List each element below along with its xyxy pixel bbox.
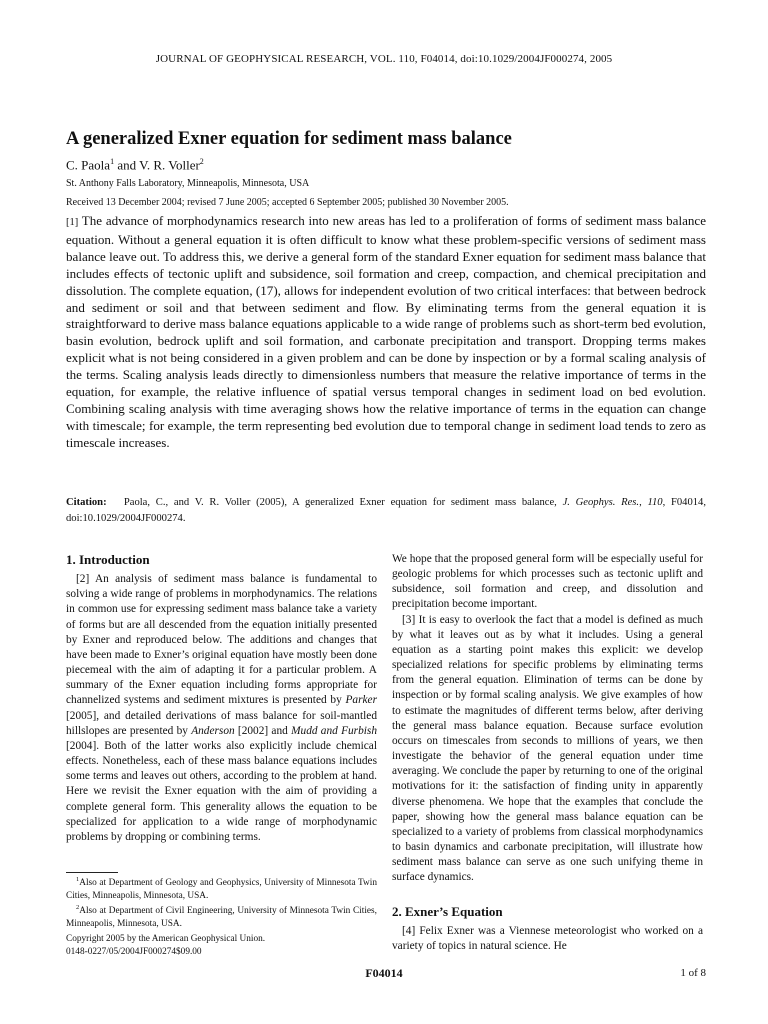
- body-paragraph: We hope that the proposed general form will be especially useful for geologic problems for which processes such as tectonic uplift and subsidence, soil formation and creep, and dissolution and precipitation become important.: [392, 553, 703, 611]
- body-text: [2002] and: [234, 724, 292, 737]
- right-column: [392, 552, 703, 885]
- footnote-text: Also at Department of Geology and Geophysics, University of Minnesota Twin Cities, Minneapolis, Minnesota, USA.: [66, 878, 377, 901]
- section-heading: 1. Introduction: [66, 552, 150, 567]
- abstract: [66, 213, 706, 452]
- footnote: [66, 874, 377, 902]
- body-text: [2004]. Both of the latter works also explicitly include chemical effects. Nonetheless, each of these mass balance equations includes some terms and leaves out others, according to the problem at hand. Here we revisit the Exner equation with the aim of providing a complete general form. This generality allows the equation to be specialized for application to a wide range of morphodynamic problems by dropping or combining terms.: [66, 739, 377, 843]
- copyright-line: Copyright 2005 by the American Geophysical Union.: [66, 934, 266, 944]
- body-text: It is easy to overlook the fact that a model is defined as much by what it leaves out as by what it includes. Using a general equation as a starting point makes this explicit: we develop specialized relations for specific problems by eliminating terms from the general equation. Elimination of terms can be done by inspection or by formal scaling analysis. We give examples of how to estimate the magnitudes of different terms below, after deriving the general mass balance equation. Because surface evolution occurs on timescales from seconds to millions of years, we then investigate the behavior of the general equation under time averaging. We conclude the paper by returning to one of the original motivations for it: the satisfaction of finding unity in apparently diverse phenomena. We hope that the examples that conclude the paper, showing how the general mass balance equation can be specialized to a variety of problems from classical morphodynamics to basin dynamics and carbonate precipitation, will illustrate how sediment mass balance can serve as one such unifying theme in surface dynamics.: [392, 613, 703, 884]
- footnotes: [66, 874, 377, 931]
- body-paragraph: [392, 924, 703, 954]
- author-list: [66, 157, 204, 173]
- right-column-continued: [392, 924, 703, 954]
- paper-title: A generalized Exner equation for sediment mass balance: [66, 129, 512, 149]
- footnote: [66, 902, 377, 930]
- citation-journal: J. Geophys. Res.: [562, 497, 640, 508]
- copyright-notice: [66, 933, 377, 958]
- citation: [66, 495, 706, 526]
- author-name: C. Paola: [66, 157, 111, 173]
- section-heading: 2. Exner’s Equation: [392, 904, 503, 919]
- paragraph-number: [3]: [402, 613, 416, 626]
- citation-label: Citation:: [66, 497, 107, 508]
- body-paragraph: [392, 613, 703, 886]
- article-id: F04014: [365, 966, 403, 980]
- author-affil-marker: 2: [199, 157, 204, 166]
- footnote-marker: 2: [76, 904, 80, 912]
- page-number: 1 of 8: [680, 967, 706, 979]
- affiliation: St. Anthony Falls Laboratory, Minneapolis, Minnesota, USA: [66, 178, 310, 189]
- author-affil-marker: 1: [110, 157, 115, 166]
- abstract-text: The advance of morphodynamics research into new areas has led to a proliferation of forms of sediment mass balance equation. Without a general equation it is often difficult to know what these problem-specific versions of sediment mass balance leave out. To address this, we derive a general form of the standard Exner equation for sediment mass balance that includes effects of tectonic uplift and subsidence, soil formation and creep, compaction, and chemical precipitation and dissolution. The complete equation, (17), allows for independent evolution of two critical interfaces: that between bedrock and sediment or soil and that between sediment and flow. By eliminating terms from the general equation it is straightforward to derive mass balance equations applicable to a wide range of problems such as short-term bed evolution, basin evolution, bedrock uplift and soil formation, and carbonate precipitation and transport. Dropping terms makes explicit what is not being considered in a given problem and can be done by inspection or by a formal scaling analysis of the terms. Scaling analysis leads directly to dimensionless numbers that measure the relative importance of terms in the equation, for example, the relative influence of spatial versus temporal changes in sediment load on bed evolution. Combining scaling analysis with time averaging shows how the relative importance of terms in the equation can change with timescale; for example, the term representing bed evolution due to temporal change in sediment load tends to zero as timescale increases.: [66, 213, 706, 450]
- body-text: [2005], and detailed derivations of mass balance for soil-mantled hillslopes are presented by: [66, 709, 377, 737]
- citation-volume: 110: [647, 497, 663, 508]
- author-conjunction: and: [114, 157, 140, 173]
- publication-dates: Received 13 December 2004; revised 7 June 2005; accepted 6 September 2005; published 30 November 2005.: [66, 197, 509, 208]
- paragraph-number: [1]: [66, 217, 79, 228]
- left-column: [66, 552, 377, 845]
- citation-text: Paola, C., and V. R. Voller (2005), A generalized Exner equation for sediment mass balance,: [123, 497, 563, 508]
- reference-link[interactable]: Anderson: [191, 724, 235, 737]
- citation-separator: ,: [639, 497, 648, 508]
- footnote-text: Also at Department of Civil Engineering, University of Minnesota Twin Cities, Minneapolis, Minnesota, USA.: [66, 906, 377, 929]
- reference-link[interactable]: Mudd and Furbish: [291, 724, 377, 737]
- author-name: V. R. Voller: [139, 157, 200, 173]
- running-head: JOURNAL OF GEOPHYSICAL RESEARCH, VOL. 110, F04014, doi:10.1029/2004JF000274, 2005: [155, 53, 613, 65]
- citation-text-end: , F04014, doi:10.1029/2004JF000274.: [66, 497, 706, 524]
- footnote-divider: [66, 872, 118, 873]
- body-text: Felix Exner was a Viennese meteorologist who worked on a variety of topics in natural science. He: [392, 925, 703, 953]
- reference-link[interactable]: Parker: [345, 694, 377, 707]
- body-paragraph: [66, 572, 377, 845]
- footnote-marker: 1: [76, 876, 80, 883]
- paragraph-number: [2]: [76, 573, 90, 586]
- paragraph-number: [4]: [402, 925, 416, 937]
- body-text: An analysis of sediment mass balance is fundamental to solving a wide range of problems in morphodynamics. The relations in common use for expressing sediment mass balance take a variety of forms but are all descended from the equation initially presented by Exner and reproduced below. The additions and changes that have been made to Exner’s original equation have mostly been done piecemeal with the aim of adapting it for a particular problem. A summary of the Exner equation including forms appropriate for channelized systems and sediment mixtures is presented by: [66, 573, 377, 707]
- issn-line: 0148-0227/05/2004JF000274$09.00: [66, 946, 202, 957]
